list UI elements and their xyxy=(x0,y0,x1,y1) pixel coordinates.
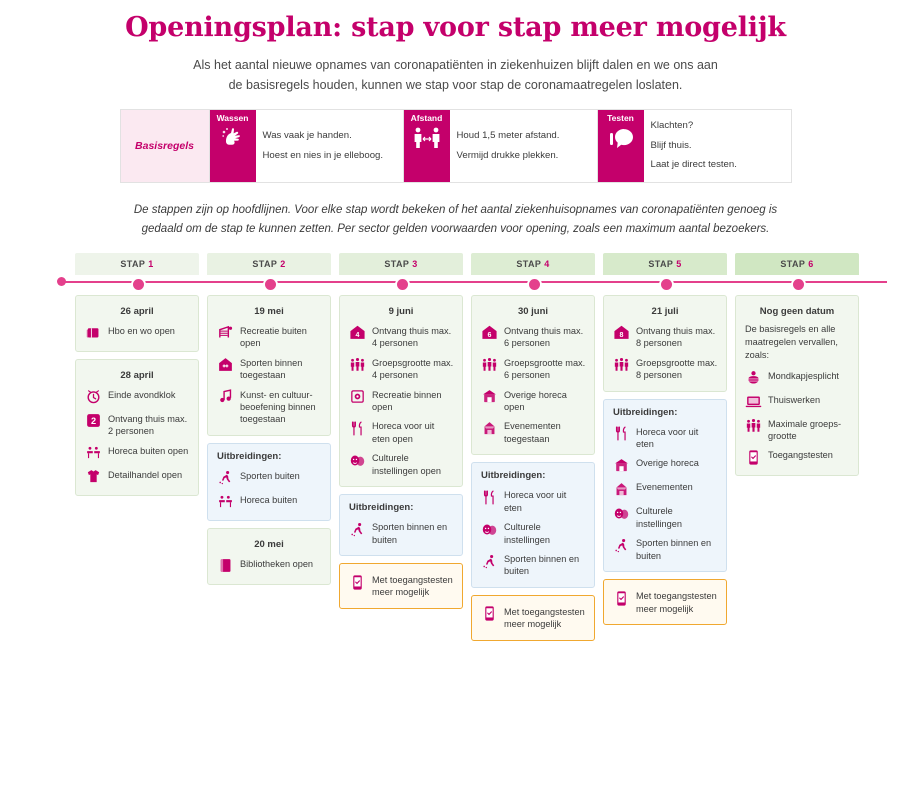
step-body-5 xyxy=(603,275,727,625)
block-note: De basisregels en alle maatregelen vervallen, zoals: xyxy=(745,323,838,360)
measure-item xyxy=(611,533,719,565)
gym-icon xyxy=(216,356,234,374)
measure-label: Groepsgrootte max. 4 personen xyxy=(372,357,454,381)
step-body-4 xyxy=(471,275,595,641)
theater-icon xyxy=(348,451,366,469)
restaurant-icon xyxy=(348,419,366,437)
step-number: 1 xyxy=(148,258,154,269)
measure-label: Sporten binnen toegestaan xyxy=(240,357,303,381)
timeline xyxy=(0,253,911,723)
step-body-3 xyxy=(339,275,463,609)
step-body-6 xyxy=(735,275,859,476)
rule-wassen-line-1: Was vaak je handen. xyxy=(262,130,352,142)
measure-item xyxy=(611,501,719,533)
measure-item xyxy=(347,570,455,602)
theater-icon xyxy=(349,452,366,469)
other-hospitality-icon xyxy=(612,456,630,474)
event-icon xyxy=(480,419,498,437)
measure-item xyxy=(83,409,191,441)
step-5-block-2 xyxy=(603,399,727,573)
measure-item xyxy=(479,321,587,353)
step-header-5 xyxy=(603,253,727,275)
clock-icon xyxy=(85,388,102,405)
other-hospitality-icon xyxy=(613,457,630,474)
running-icon xyxy=(217,469,234,486)
measure-item xyxy=(215,353,323,385)
measure-label: Culturele instellingen open xyxy=(372,453,441,476)
measure-item xyxy=(611,477,719,501)
rule-afstand xyxy=(403,110,597,182)
measure-label: Culturele instellingen xyxy=(636,506,682,529)
event-icon xyxy=(613,481,630,498)
measure-label: Bibliotheken open xyxy=(240,558,314,569)
step-label: STAP xyxy=(120,258,146,269)
group-icon xyxy=(480,356,498,374)
rule-wassen xyxy=(209,110,403,182)
theater-icon xyxy=(612,504,630,522)
timeline-dot-step-5 xyxy=(659,277,674,292)
rule-wassen-badge xyxy=(210,110,256,182)
step-label: STAP xyxy=(252,258,278,269)
measure-label: Met toegangstesten meer mogelijk xyxy=(372,575,453,598)
theater-icon xyxy=(613,505,630,522)
block-date: 30 juni xyxy=(517,305,549,317)
measure-item xyxy=(83,465,191,489)
measure-label: Ontvang thuis max. 2 personen xyxy=(108,413,188,437)
measure-label: Overige horeca open xyxy=(504,389,567,413)
step-column-3 xyxy=(339,253,463,648)
running-icon xyxy=(349,521,366,538)
timeline-columns xyxy=(75,253,859,648)
rule-afstand-badge xyxy=(404,110,450,182)
measure-label: Kunst- en cultuurbeoefening binnen toegestaan xyxy=(240,389,316,425)
measure-label: Culturele instellingen xyxy=(504,522,550,545)
step-4-block-1 xyxy=(471,295,595,455)
step-label: STAP xyxy=(648,258,674,269)
measure-label: Sporten binnen en buiten xyxy=(372,522,448,545)
measure-item xyxy=(83,441,191,465)
measure-item xyxy=(743,366,851,390)
measure-item xyxy=(347,353,455,385)
step-2-block-2 xyxy=(207,443,331,521)
measure-label: Toegangstesten xyxy=(768,450,833,461)
two-people-icon xyxy=(84,412,102,430)
measure-item xyxy=(479,416,587,448)
step-3-block-1 xyxy=(339,295,463,487)
measure-item xyxy=(83,385,191,409)
measure-item xyxy=(347,448,455,480)
playground-icon xyxy=(216,324,234,342)
home-4-icon xyxy=(348,324,366,342)
terrace-icon xyxy=(84,444,102,462)
rule-testen-line-2: Blijf thuis. xyxy=(650,139,692,151)
block-heading: Uitbreidingen: xyxy=(349,502,414,514)
subtitle-line-1: Als het aantal nieuwe opnames van coronapatiënten in ziekenhuizen blijft dalen en we ons aan xyxy=(193,58,718,72)
terrace-icon xyxy=(216,493,234,511)
step-label: STAP xyxy=(516,258,542,269)
running-icon xyxy=(612,536,630,554)
step-number: 2 xyxy=(280,258,286,269)
measure-label: Sporten buiten xyxy=(240,470,300,481)
distance-icon xyxy=(412,125,442,151)
step-header-6 xyxy=(735,253,859,275)
home-8-icon xyxy=(613,324,630,341)
measure-item xyxy=(743,445,851,469)
other-hospitality-icon xyxy=(481,388,498,405)
measure-item xyxy=(611,321,719,353)
block-heading: Uitbreidingen: xyxy=(481,470,546,482)
measure-item xyxy=(479,385,587,417)
intro-text: De stappen zijn op hoofdlijnen. Voor elke stap wordt bekeken of het aantal ziekenhuisopnames van coronapatiënten genoeg is gedaald om de stap te kunnen zetten. Per sector gelden voorwaarden voor opening, zoals een maximum aantal bezoekers. xyxy=(133,204,778,235)
block-date: 19 mei xyxy=(254,305,284,317)
step-3-block-3 xyxy=(339,563,463,609)
measure-item xyxy=(611,586,719,618)
timeline-dot-step-4 xyxy=(527,277,542,292)
test-icon xyxy=(608,125,634,151)
rule-testen xyxy=(597,110,791,182)
measure-label: Evenementen xyxy=(636,482,693,493)
block-heading: Uitbreidingen: xyxy=(217,450,282,462)
access-test-icon xyxy=(744,448,762,466)
access-test-icon xyxy=(613,590,630,607)
school-icon xyxy=(84,324,102,342)
step-number: 6 xyxy=(808,258,814,269)
timeline-dot-step-1 xyxy=(131,277,146,292)
timeline-dot-step-3 xyxy=(395,277,410,292)
step-header-1 xyxy=(75,253,199,275)
measure-label: Ontvang thuis max. 8 personen xyxy=(636,325,716,349)
book-icon xyxy=(216,557,234,575)
terrace-icon xyxy=(85,444,102,461)
measure-item xyxy=(215,554,323,578)
music-icon xyxy=(216,388,234,406)
event-icon xyxy=(612,480,630,498)
measure-label: Met toegangstesten meer mogelijk xyxy=(636,591,717,614)
rule-afstand-caption: Afstand xyxy=(410,113,443,123)
measure-item xyxy=(479,602,587,634)
hand-wash-icon xyxy=(220,125,246,151)
group-icon xyxy=(744,417,762,435)
playground-icon xyxy=(217,324,234,341)
rule-testen-caption: Testen xyxy=(607,113,634,123)
svg-text:6: 6 xyxy=(487,331,491,340)
terrace-icon xyxy=(217,493,234,510)
shirt-icon xyxy=(84,468,102,486)
measure-label: Ontvang thuis max. 4 personen xyxy=(372,325,452,349)
measure-item xyxy=(215,385,323,429)
measure-item xyxy=(215,321,323,353)
timeline-dot-step-2 xyxy=(263,277,278,292)
measure-label: Recreatie binnen open xyxy=(372,389,442,413)
access-test-icon xyxy=(745,449,762,466)
rule-testen-line-1: Klachten? xyxy=(650,120,694,132)
shirt-icon xyxy=(85,468,102,485)
basisregels-label: Basisregels xyxy=(121,110,209,182)
rule-wassen-caption: Wassen xyxy=(216,113,249,123)
measure-label: Sporten binnen en buiten xyxy=(636,538,712,561)
step-column-2 xyxy=(207,253,331,648)
other-hospitality-icon xyxy=(480,388,498,406)
basisregels-strip xyxy=(120,109,792,183)
measure-label: Ontvang thuis max. 6 personen xyxy=(504,325,584,349)
block-date: 9 juni xyxy=(388,305,414,317)
measure-item xyxy=(83,321,191,345)
step-body-1 xyxy=(75,275,199,496)
indoor-recreation-icon xyxy=(349,388,366,405)
mask-icon xyxy=(744,369,762,387)
access-test-icon xyxy=(480,605,498,623)
homework-icon xyxy=(744,393,762,411)
measure-label: Maximale groepsgrootte xyxy=(768,418,842,441)
school-icon xyxy=(85,324,102,341)
step-number: 5 xyxy=(676,258,682,269)
access-test-icon xyxy=(612,589,630,607)
measure-label: Groepsgrootte max. 8 personen xyxy=(636,357,718,381)
event-icon xyxy=(481,420,498,437)
svg-text:4: 4 xyxy=(355,331,359,340)
step-5-block-1 xyxy=(603,295,727,392)
gym-icon xyxy=(217,356,234,373)
page-title: Openingsplan: stap voor stap meer mogelijk xyxy=(125,12,786,43)
step-column-1 xyxy=(75,253,199,648)
theater-icon xyxy=(480,520,498,538)
measure-label: Recreatie buiten open xyxy=(240,325,307,349)
step-2-block-1 xyxy=(207,295,331,436)
measure-item xyxy=(611,353,719,385)
step-label: STAP xyxy=(780,258,806,269)
rule-testen-text xyxy=(644,110,744,182)
block-date: 20 mei xyxy=(254,538,284,550)
measure-label: Sporten binnen en buiten xyxy=(504,554,580,577)
theater-icon xyxy=(481,521,498,538)
home-8-icon xyxy=(612,324,630,342)
step-number: 4 xyxy=(544,258,550,269)
music-icon xyxy=(217,388,234,405)
home-6-icon xyxy=(481,324,498,341)
step-header-2 xyxy=(207,253,331,275)
step-column-4 xyxy=(471,253,595,648)
measure-label: Hbo en wo open xyxy=(108,325,175,336)
step-header-3 xyxy=(339,253,463,275)
home-6-icon xyxy=(480,324,498,342)
measure-item xyxy=(215,490,323,514)
step-column-6 xyxy=(735,253,859,648)
rule-wassen-line-2: Hoest en nies in je elleboog. xyxy=(262,149,384,161)
measure-item xyxy=(347,385,455,417)
rule-testen-line-3: Laat je direct testen. xyxy=(650,159,737,171)
measure-item xyxy=(743,390,851,414)
running-icon xyxy=(613,537,630,554)
block-date: 26 april xyxy=(120,305,154,317)
step-header-4 xyxy=(471,253,595,275)
measure-item xyxy=(611,453,719,477)
step-body-2 xyxy=(207,275,331,585)
measure-item xyxy=(479,517,587,549)
access-test-icon xyxy=(348,573,366,591)
group-icon xyxy=(612,356,630,374)
measure-label: Detailhandel open xyxy=(108,469,183,480)
restaurant-icon xyxy=(480,488,498,506)
measure-label: Thuiswerken xyxy=(768,394,821,405)
access-test-icon xyxy=(481,605,498,622)
measure-label: Horeca voor uit eten xyxy=(504,490,567,513)
step-number: 3 xyxy=(412,258,418,269)
block-date: 28 april xyxy=(120,369,154,381)
block-heading: Uitbreidingen: xyxy=(613,406,678,418)
step-5-block-3 xyxy=(603,579,727,625)
measure-item xyxy=(215,466,323,490)
measure-item xyxy=(479,485,587,517)
clock-icon xyxy=(84,388,102,406)
infographic-page xyxy=(0,12,911,812)
measure-label: Einde avondklok xyxy=(108,389,176,400)
rule-afstand-line-1: Houd 1,5 meter afstand. xyxy=(456,130,560,142)
group-icon xyxy=(349,356,366,373)
step-1-block-2 xyxy=(75,359,199,496)
group-icon xyxy=(745,417,762,434)
timeline-dot-step-6 xyxy=(791,277,806,292)
restaurant-icon xyxy=(612,425,630,443)
measure-label: Overige horeca xyxy=(636,458,699,469)
running-icon xyxy=(216,469,234,487)
step-4-block-2 xyxy=(471,462,595,588)
group-icon xyxy=(613,356,630,373)
restaurant-icon xyxy=(481,489,498,506)
timeline-start-dot xyxy=(57,277,66,286)
block-date: 21 juli xyxy=(651,305,679,317)
measure-item xyxy=(347,517,455,549)
rule-afstand-text xyxy=(450,110,567,182)
homework-icon xyxy=(745,393,762,410)
measure-item xyxy=(479,353,587,385)
step-2-block-3 xyxy=(207,528,331,585)
step-1-block-1 xyxy=(75,295,199,352)
rule-wassen-text xyxy=(256,110,391,182)
step-4-block-3 xyxy=(471,595,595,641)
book-icon xyxy=(217,557,234,574)
measure-item xyxy=(347,321,455,353)
measure-label: Horeca voor uit eten open xyxy=(372,421,435,444)
measure-label: Evenementen toegestaan xyxy=(504,421,561,444)
rule-afstand-line-2: Vermijd drukke plekken. xyxy=(456,149,559,161)
home-4-icon xyxy=(349,324,366,341)
mask-icon xyxy=(745,369,762,386)
svg-text:8: 8 xyxy=(619,331,623,340)
block-date: Nog geen datum xyxy=(759,305,835,317)
measure-label: Met toegangstesten meer mogelijk xyxy=(504,606,585,630)
step-column-5 xyxy=(603,253,727,648)
measure-item xyxy=(743,414,851,446)
measure-label: Mondkapjesplicht xyxy=(768,370,839,381)
running-icon xyxy=(348,520,366,538)
two-people-icon xyxy=(85,412,102,429)
running-icon xyxy=(480,552,498,570)
measure-item xyxy=(479,549,587,581)
measure-label: Groepsgrootte max. 6 personen xyxy=(504,357,586,381)
group-icon xyxy=(348,356,366,374)
running-icon xyxy=(481,553,498,570)
measure-label: Horeca buiten open xyxy=(108,445,189,456)
group-icon xyxy=(481,356,498,373)
step-3-block-2 xyxy=(339,494,463,556)
page-subtitle xyxy=(146,55,766,95)
restaurant-icon xyxy=(613,425,630,442)
step-label: STAP xyxy=(384,258,410,269)
measure-label: Horeca voor uit eten xyxy=(636,426,699,450)
subtitle-line-2: de basisregels houden, kunnen we stap voor stap de coronamaatregelen loslaten. xyxy=(228,78,683,92)
measure-item xyxy=(611,422,719,454)
measure-label: Horeca buiten xyxy=(240,494,298,505)
indoor-recreation-icon xyxy=(348,388,366,406)
restaurant-icon xyxy=(349,420,366,437)
svg-text:2: 2 xyxy=(90,416,96,427)
step-6-block-1 xyxy=(735,295,859,476)
measure-item xyxy=(347,416,455,448)
rule-testen-badge xyxy=(598,110,644,182)
access-test-icon xyxy=(349,574,366,591)
